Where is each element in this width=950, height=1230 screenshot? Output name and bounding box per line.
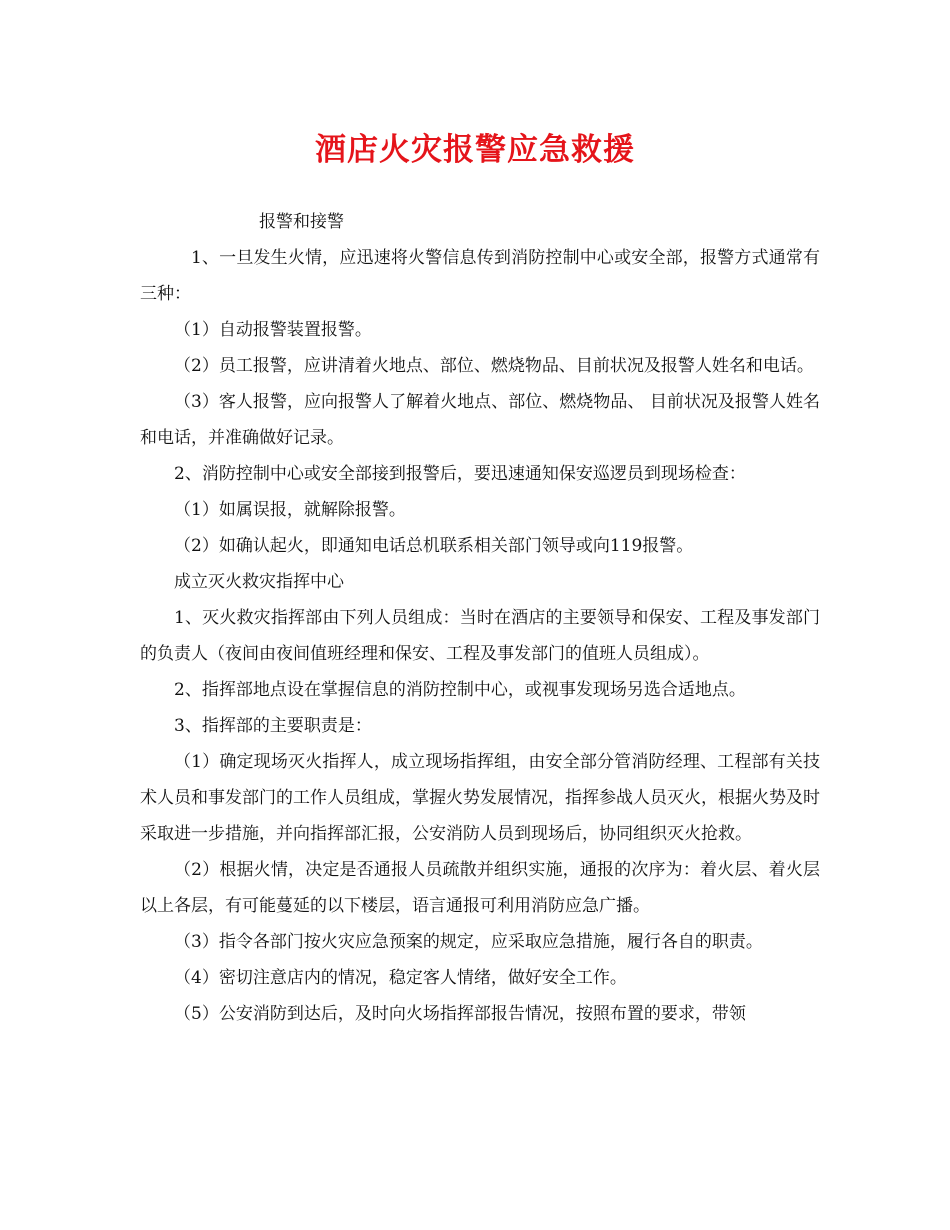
paragraph: （1）自动报警装置报警。 — [174, 320, 372, 340]
paragraph: （3）指令各部门按火灾应急预案的规定，应采取应急措施，履行各自的职责。 — [174, 932, 763, 952]
paragraph: （1）如属误报，就解除报警。 — [174, 500, 406, 520]
section-heading-command-center: 成立灭火救灾指挥中心 — [174, 572, 344, 592]
paragraph: （4）密切注意店内的情况，稳定客人情绪，做好安全工作。 — [174, 968, 627, 988]
paragraph: 1、灭火救灾指挥部由下列人员组成：当时在酒店的主要领导和保安、工程及事发部门的负责人（夜间由夜间值班经理和保安、工程及事发部门的值班人员组成）。 — [140, 608, 820, 664]
paragraph: （2）根据火情，决定是否通报人员疏散并组织实施，通报的次序为：着火层、着火层以上各层，有可能蔓延的以下楼层，语言通报可利用消防应急广播。 — [140, 860, 820, 916]
paragraph: （1）确定现场灭火指挥人，成立现场指挥组，由安全部分管消防经理、工程部有关技术人员和事发部门的工作人员组成，掌握火势发展情况，指挥参战人员灭火，根据火势及时采取进一步措施，并向指挥部汇报，公安消防人员到现场后，协同组织灭火抢救。 — [140, 752, 820, 844]
section-heading-alarm: 报警和接警 — [259, 212, 344, 232]
paragraph: 2、指挥部地点设在掌握信息的消防控制中心，或视事发现场另选合适地点。 — [174, 680, 746, 700]
paragraph: 3、指挥部的主要职责是： — [174, 716, 372, 736]
document-title: 酒店火灾报警应急救援 — [315, 132, 635, 168]
paragraph: 1、一旦发生火情，应迅速将火警信息传到消防控制中心或安全部，报警方式通常有三种： — [140, 248, 820, 304]
paragraph: 2、消防控制中心或安全部接到报警后，要迅速通知保安巡逻员到现场检查： — [174, 464, 746, 484]
paragraph: （3）客人报警，应向报警人了解着火地点、部位、燃烧物品、 目前状况及报警人姓名和电话，并准确做好记录。 — [140, 392, 820, 448]
document-body — [140, 204, 820, 1032]
paragraph: （2）员工报警，应讲清着火地点、部位、燃烧物品、目前状况及报警人姓名和电话。 — [174, 356, 814, 376]
paragraph: （2）如确认起火，即通知电话总机联系相关部门领导或向119报警。 — [174, 536, 694, 556]
paragraph: （5）公安消防到达后，及时向火场指挥部报告情况，按照布置的要求，带领 — [174, 1004, 746, 1024]
